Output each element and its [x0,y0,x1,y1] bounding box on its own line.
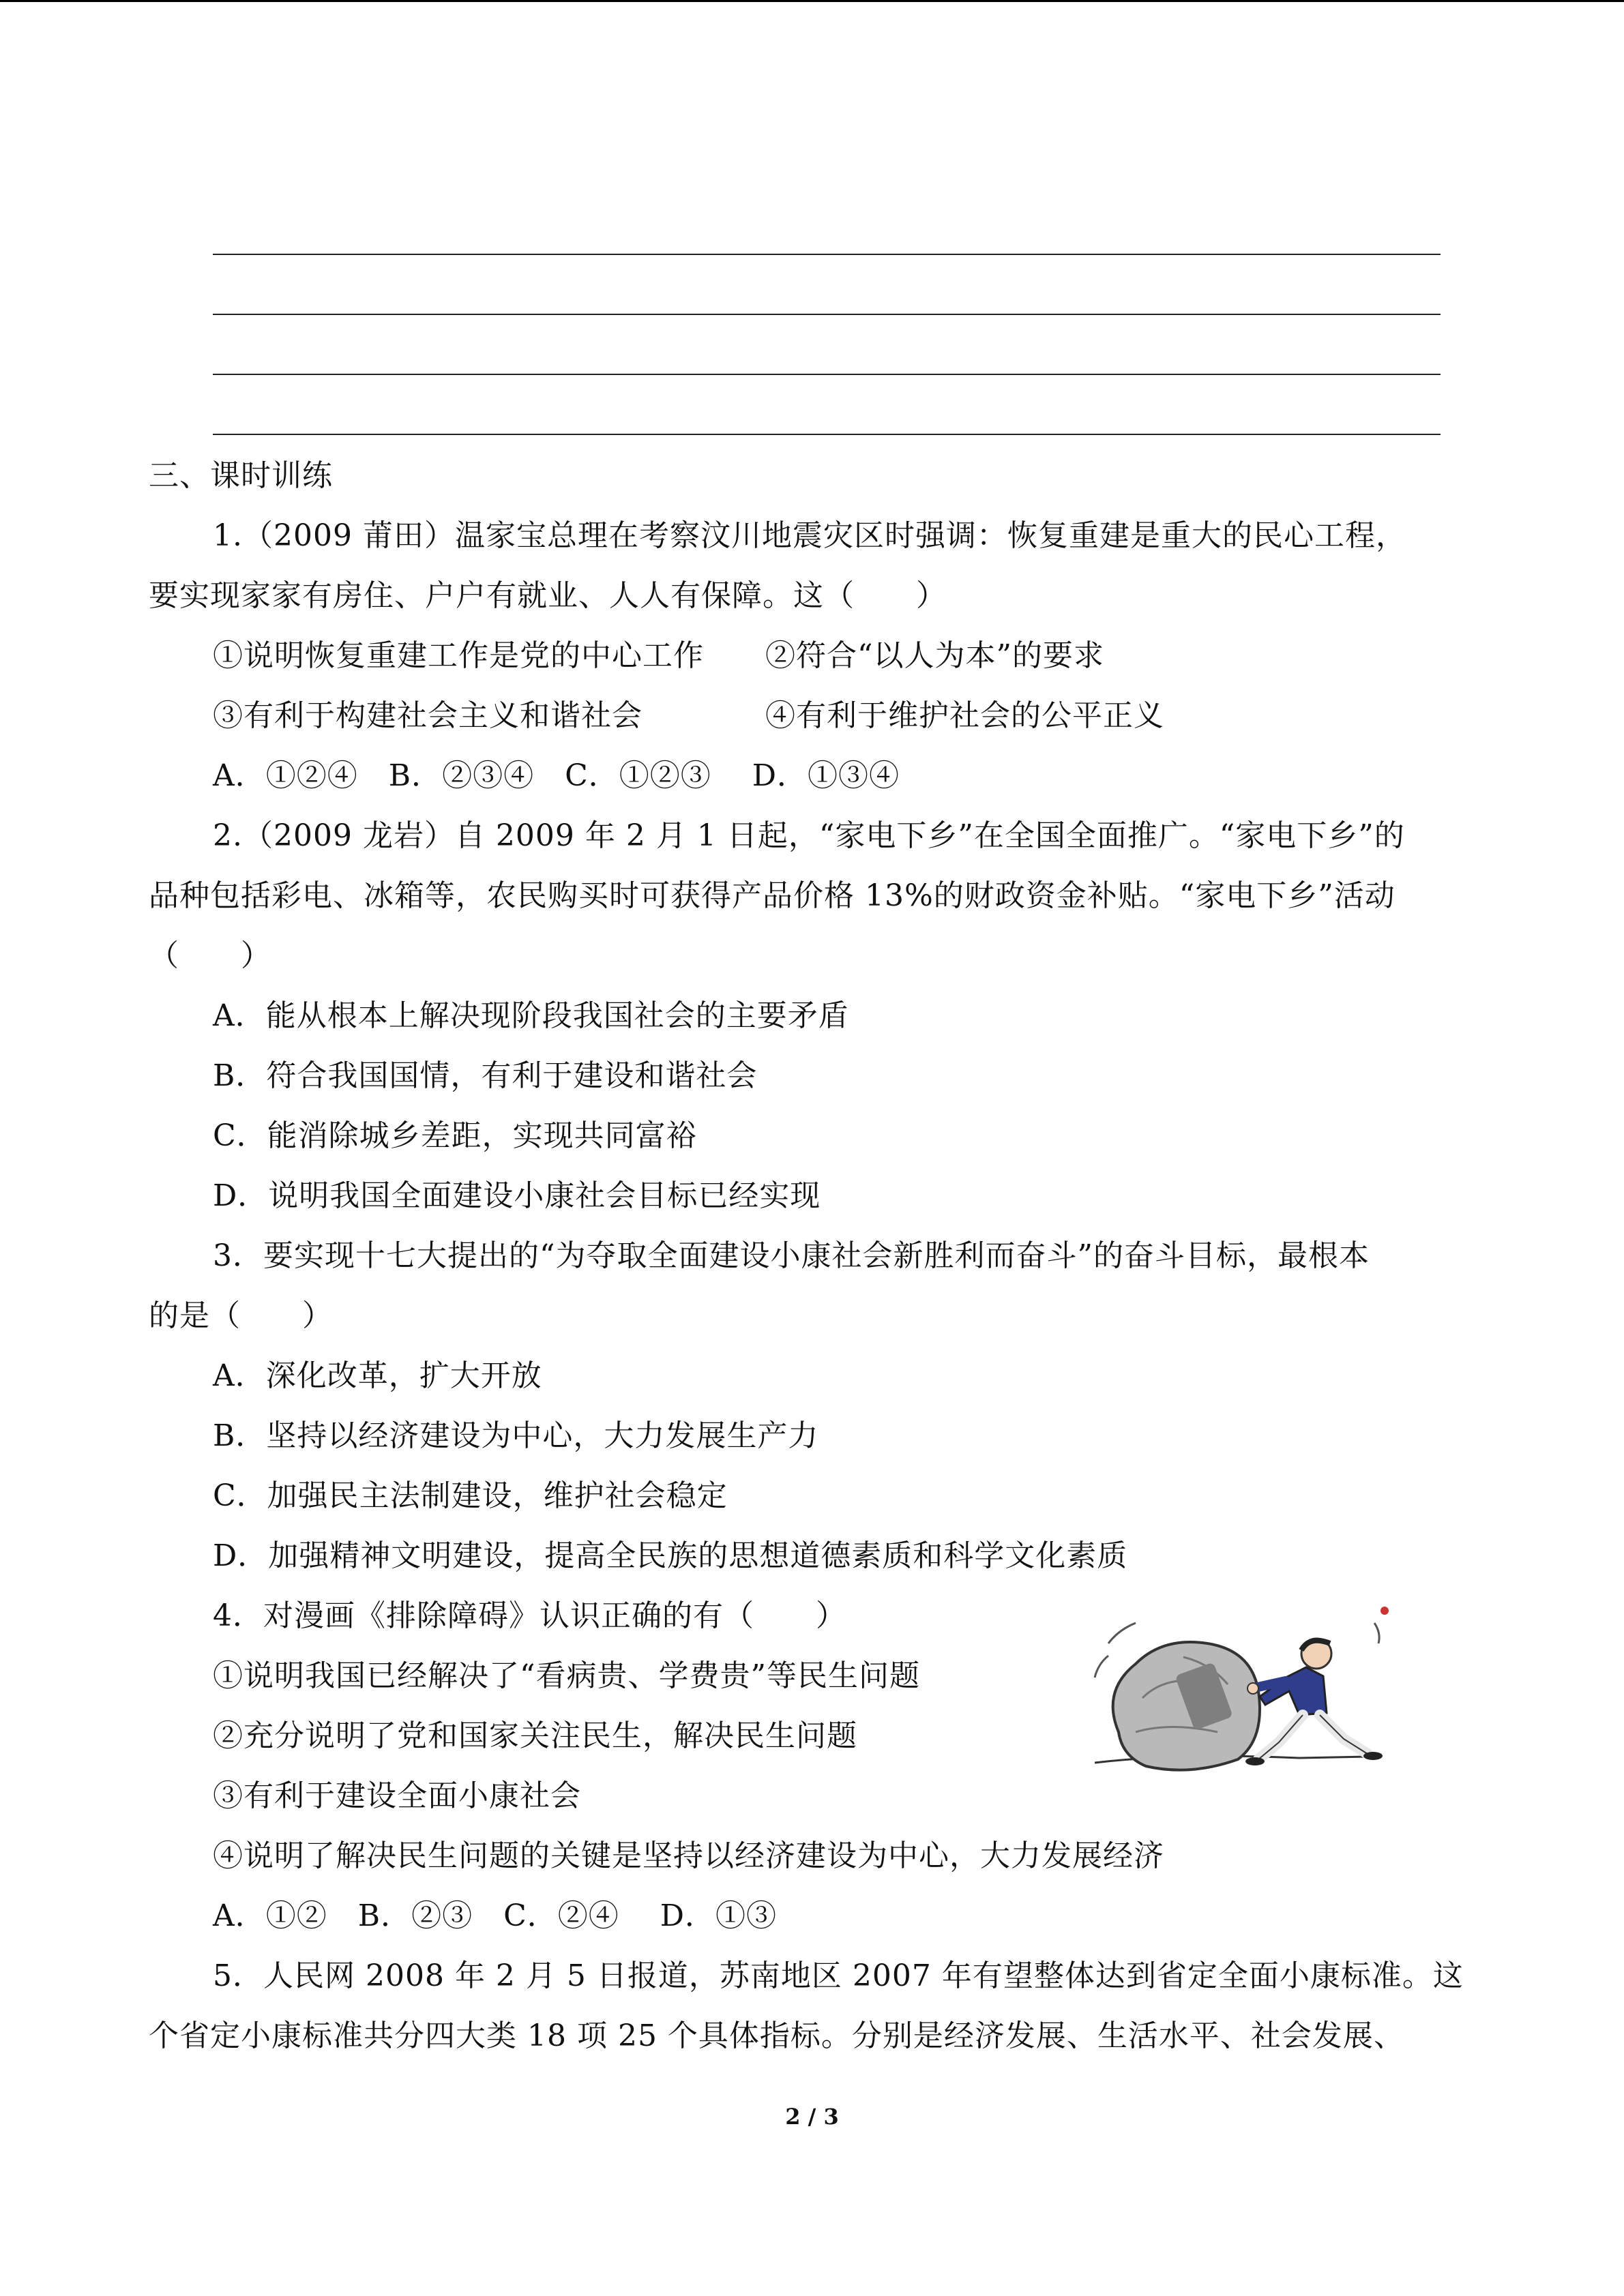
text-line: 5．人民网 2008 年 2 月 5 日报道，苏南地区 2007 年有望整体达到省定全面小康标准。这 [213,1958,1464,1993]
answer-line [213,314,1441,315]
answer-line [213,254,1441,255]
text-line: 品种包括彩电、冰箱等，农民购买时可获得产品价格 13%的财政资金补贴。“家电下乡”活动 [149,878,1396,913]
page-number: 2 / 3 [785,2104,839,2130]
cartoon-illustration [1081,1596,1408,1800]
text-line: A．①② B．②③ C．②④ D．①③ [213,1898,778,1933]
text-line: B．坚持以经济建设为中心，大力发展生产力 [213,1418,819,1453]
text-line: 4．对漫画《排除障碍》认识正确的有（ ） [213,1598,846,1633]
text-line: 1.（2009 莆田）温家宝总理在考察汶川地震灾区时强调：恢复重建是重大的民心工程， [213,518,1406,553]
text-line: 2.（2009 龙岩）自 2009 年 2 月 1 日起，“家电下乡”在全国全面推广。“家电下乡”的 [213,818,1405,853]
text-line: （ ） [149,938,271,973]
text-line: ①说明恢复重建工作是党的中心工作 ②符合“以人为本”的要求 [213,638,1104,673]
section-heading: 三、课时训练 [149,458,333,493]
page-top-border [0,0,1624,2]
text-line: C．能消除城乡差距，实现共同富裕 [213,1118,697,1153]
answer-line [213,434,1441,435]
text-line: 个省定小康标准共分四大类 18 项 25 个具体指标。分别是经济发展、生活水平、社会发展、 [149,2018,1404,2053]
text-line: D．加强精神文明建设，提高全民族的思想道德素质和科学文化素质 [213,1538,1128,1573]
text-line: A．深化改革，扩大开放 [213,1358,542,1393]
text-line: ④说明了解决民生问题的关键是坚持以经济建设为中心，大力发展经济 [213,1838,1164,1873]
text-line: 的是（ ） [149,1298,333,1333]
text-line: 要实现家家有房住、户户有就业、人人有保障。这（ ） [149,578,947,613]
text-line: D．说明我国全面建设小康社会目标已经实现 [213,1178,821,1213]
text-line: 3．要实现十七大提出的“为夺取全面建设小康社会新胜利而奋斗”的奋斗目标，最根本 [213,1238,1370,1273]
text-line: B．符合我国国情，有利于建设和谐社会 [213,1058,758,1093]
text-line: A．能从根本上解决现阶段我国社会的主要矛盾 [213,998,849,1033]
text-line: C．加强民主法制建设，维护社会稳定 [213,1478,728,1513]
text-line: ①说明我国已经解决了“看病贵、学费贵”等民生问题 [213,1658,920,1693]
text-line: ②充分说明了党和国家关注民生，解决民生问题 [213,1718,857,1753]
text-line: ③有利于建设全面小康社会 [213,1778,581,1813]
answer-line [213,374,1441,375]
text-line: A．①②④ B．②③④ C．①②③ D．①③④ [213,758,900,793]
text-line: ③有利于构建社会主义和谐社会 ④有利于维护社会的公平正义 [213,698,1164,733]
